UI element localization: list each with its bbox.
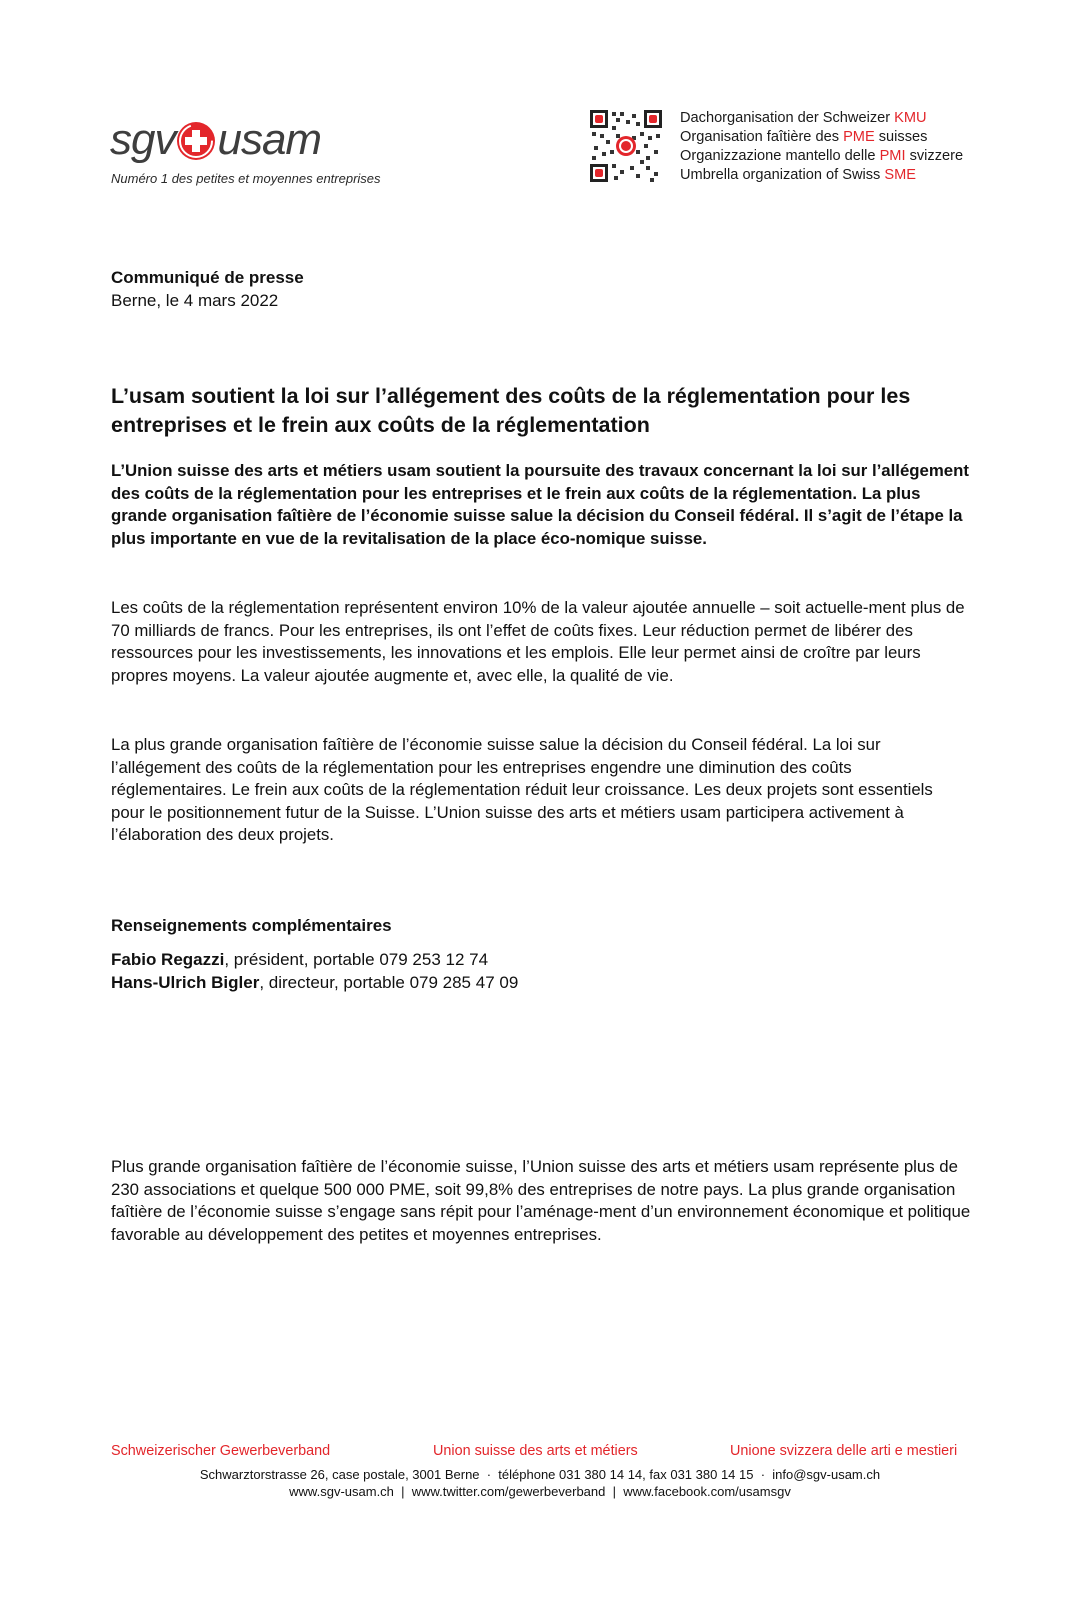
lead-paragraph: L’Union suisse des arts et métiers usam soutient la poursuite des travaux concernant la loi sur l’allégement des coûts de la réglementation pour les entreprises et le frein aux coûts de la réglementation. La plus grande organisation faîtière de l’économie suisse salue la décision du Conseil fédéral. Il s’agit de l’étape la plus importante en vue de la revitalisation de la place éco-nomique suisse. [111, 461, 969, 548]
org-line-it: Organizzazione mantello delle PMI svizzere [680, 148, 964, 164]
footer-name-fr: Union suisse des arts et métiers [433, 1443, 638, 1459]
contact-line [111, 973, 518, 993]
contact-line [111, 950, 488, 970]
press-release-date: Berne, le 4 mars 2022 [111, 291, 279, 310]
footer-address: Schwarztorstrasse 26, case postale, 3001 Berne · téléphone 031 380 14 14, fax 031 380 14 15 · info@sgv-usam.ch [199, 1467, 881, 1482]
contact-details: , président, portable 079 253 12 74 [224, 950, 489, 969]
logo [110, 115, 322, 164]
logo-swiss-cross-icon [177, 122, 215, 160]
headline: L’usam soutient la loi sur l’allégement des coûts de la réglementation pour les entreprises et le frein aux coûts de la réglementation [111, 384, 911, 437]
footer-web-links[interactable]: www.sgv-usam.ch | www.twitter.com/gewerbeverband | www.facebook.com/usamsgv [289, 1484, 791, 1499]
org-line-de: Dachorganisation der Schweizer KMU [680, 110, 927, 126]
logo-right-text: usam [217, 115, 322, 164]
contact-details: , directeur, portable 079 285 47 09 [259, 973, 519, 992]
footer-name-it: Unione svizzera delle arti e mestieri [730, 1443, 958, 1459]
body-paragraph-2: La plus grande organisation faîtière de l’économie suisse salue la décision du Conseil fédéral. La loi sur l’allégement des coûts de la réglementation pour les entreprises engendre une diminution des coûts réglementaires. Le frein aux coûts de la réglementation réduit leur croissance. Les deux projets sont essentiels pour le positionnement futur de la Suisse. L’Union suisse des arts et métiers usam participera activement à l’élaboration des deux projets. [111, 735, 933, 844]
body-paragraph-1: Les coûts de la réglementation représentent environ 10% de la valeur ajoutée annuelle – soit actuelle-ment plus de 70 milliards de francs. Pour les entreprises, ils ont l’effet de coûts fixes. Leur réduction permet de libérer des ressources pour les investissements, les innovations et les emplois. Elle leur permet ainsi de croître par leurs propres moyens. La valeur ajoutée augmente et, avec elle, la qualité de vie. [111, 598, 965, 685]
footer-name-de: Schweizerischer Gewerbeverband [111, 1443, 331, 1459]
press-release-label: Communiqué de presse [111, 268, 304, 287]
contact-name: Fabio Regazzi [111, 950, 225, 969]
org-tagline-block [680, 109, 963, 185]
org-line-en: Umbrella organization of Swiss SME [680, 167, 917, 183]
info-heading: Renseignements complémentaires [111, 916, 392, 935]
about-paragraph: Plus grande organisation faîtière de l’économie suisse, l’Union suisse des arts et métiers usam représente plus de 230 associations et quelque 500 000 PME, soit 99,8% des entreprises de notre pays. La plus grande organisation faîtière de l’économie suisse s’engage sans répit pour l’aménage-ment d’un environnement économique et politique favorable au développement des petites et moyennes entreprises. [111, 1157, 971, 1244]
logo-tagline: Numéro 1 des petites et moyennes entreprises [111, 171, 381, 186]
qr-code-icon [590, 110, 662, 182]
logo-left-text: sgv [110, 115, 176, 164]
contact-name: Hans-Ulrich Bigler [111, 973, 260, 992]
org-line-fr: Organisation faîtière des PME suisses [680, 129, 928, 145]
